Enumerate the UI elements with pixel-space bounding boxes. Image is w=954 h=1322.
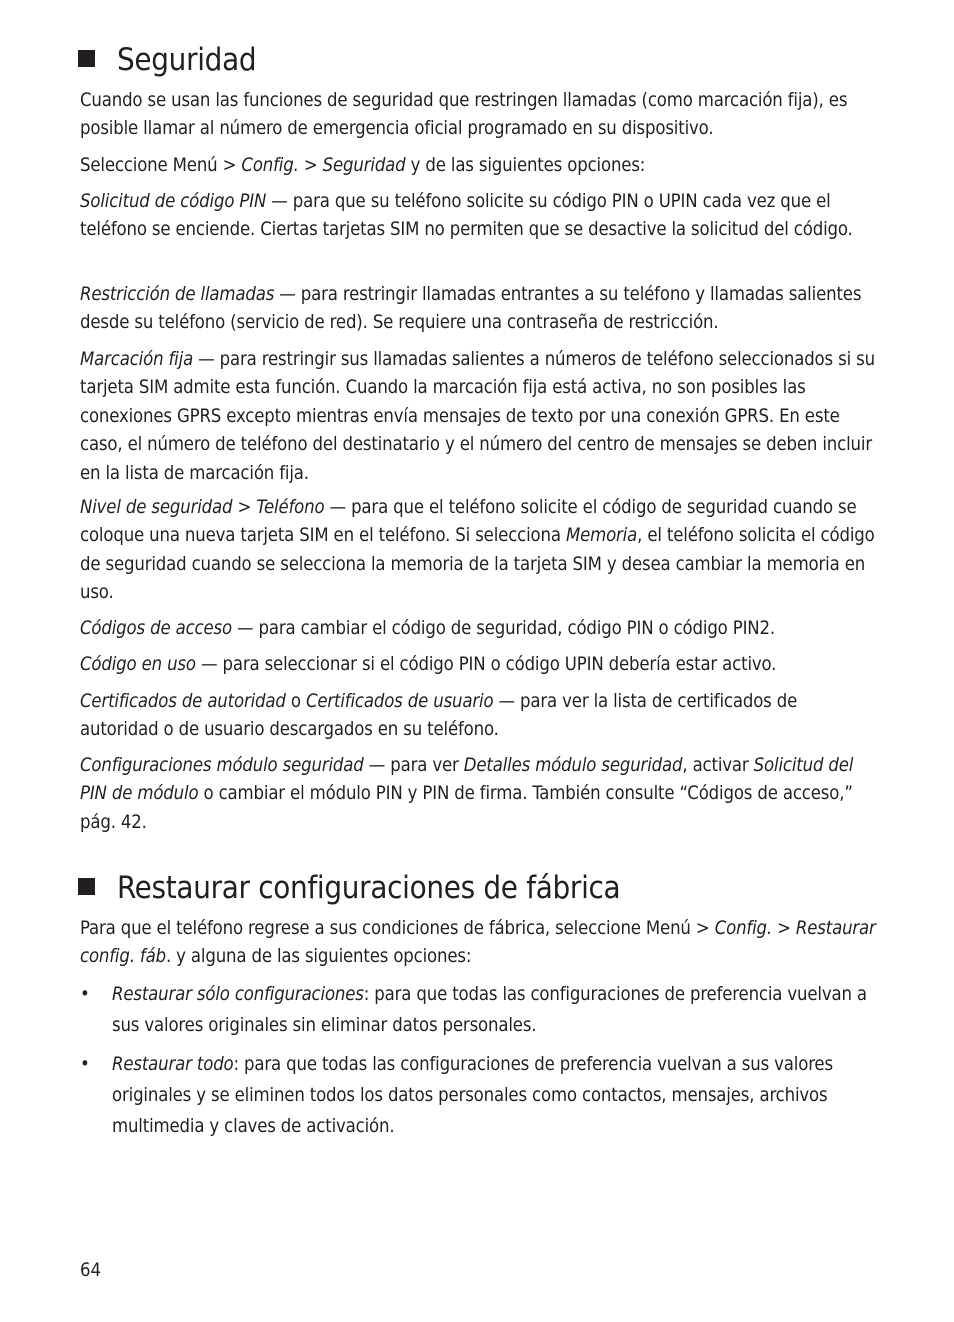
page-number: 64 [80,1260,102,1281]
seguridad-term: Seguridad [322,155,406,176]
text: > [690,918,715,939]
config-term: Config. [714,918,772,939]
option-desc: — para ver [363,755,464,776]
option-marcacion-fija [80,346,880,488]
option-nivel-seguridad [80,494,880,608]
restaurar-term: Restaurar config. fáb [80,918,876,968]
option-term: Códigos de acceso [80,618,232,639]
option-term: Marcación fija [80,349,194,370]
text: Para que el teléfono regrese a sus condiciones de fábrica, seleccione [80,918,646,939]
option-term: Restaurar sólo configuraciones [112,984,364,1005]
option-desc: , el teléfono solicita el código de seguridad cuando se selecciona la memoria de la tarjeta SIM y desea cambiar la memoria en uso. [80,525,875,604]
option-desc: — para que su teléfono solicite su código PIN o UPIN cada vez que el teléfono se enciende. Ciertas tarjetas SIM no permiten que se desactive la solicitud del código. [80,191,853,241]
option-desc: — para que el teléfono solicite el código de seguridad cuando se coloque una nueva tarjeta SIM en el teléfono. Si selecciona [80,497,857,547]
bullet-icon: • [80,984,90,1005]
option-modulo-seguridad [80,752,880,837]
option-term: Certificados de usuario [305,691,494,712]
bullet-text [112,1049,880,1142]
option-codigo-uso [80,651,880,679]
option-desc: : para que todas las configuraciones de preferencia vuelvan a sus valores originales sin eliminar datos personales. [112,984,867,1036]
text: o [285,691,306,712]
text: > [298,155,323,176]
heading-text: Restaurar configuraciones de fábrica [117,870,621,906]
option-term: Restricción de llamadas [80,284,275,305]
option-desc: — para ver la lista de certificados de autoridad o de usuario descargados en su teléfono. [80,691,798,741]
section-heading-seguridad [78,42,256,78]
bullet-text [112,979,880,1041]
option-term: Solicitud del PIN de módulo [80,755,854,805]
option-codigos-acceso [80,615,880,643]
menu-term: Menú [645,918,691,939]
option-term: Nivel de seguridad [80,497,233,518]
option-term: Restaurar todo [112,1054,234,1075]
bullet-icon: • [80,1054,90,1075]
text: y de las siguientes opciones: [405,155,646,176]
option-desc: — para seleccionar si el código PIN o código UPIN debería estar activo. [195,654,777,675]
option-desc: , activar [682,755,754,776]
option-desc: — para cambiar el código de seguridad, código PIN o código PIN2. [231,618,776,639]
text: > [217,155,242,176]
option-desc: — para restringir sus llamadas salientes a números de teléfono seleccionados si su tarjeta SIM admite esta función. Cuando la marcación fija está activa, no son posibles las conexiones GPRS excepto mientras envía mensajes de texto por una conexión GPRS. En este caso, el número de teléfono del destinatario y el número del centro de mensajes se deben incluir en la lista de marcación fija. [80,349,875,484]
bullet-item [80,1049,880,1142]
option-desc: — para restringir llamadas entrantes a su teléfono y llamadas salientes desde su teléfono (servicio de red). Se requiere una contraseña de restricción. [80,284,862,334]
text: > [771,918,796,939]
option-term: Certificados de autoridad [80,691,286,712]
text: Seleccione [80,155,173,176]
option-certificados [80,688,880,745]
text: . y alguna de las siguientes opciones: [165,946,472,968]
square-bullet-icon [78,878,95,895]
square-bullet-icon [78,50,95,67]
paragraph-menu-path [80,152,880,180]
option-term: Teléfono [256,497,325,518]
option-desc: : para que todas las configuraciones de preferencia vuelvan a sus valores originales y se eliminen todos los datos personales como contactos, mensajes, archivos multimedia y claves de activación. [112,1054,833,1137]
option-term: Código en uso [80,654,196,675]
menu-term: Menú [172,155,218,176]
option-term: Detalles módulo seguridad [463,755,683,776]
text: > [232,497,257,518]
option-solicitud-pin [80,188,880,245]
config-term: Config. [241,155,299,176]
heading-text: Seguridad [117,42,257,78]
option-term: Solicitud de código PIN [80,191,267,212]
bullet-item [80,979,880,1041]
section-heading-restaurar [78,870,620,906]
option-term: Memoria [565,525,638,547]
option-restriccion-llamadas [80,281,880,338]
option-term: Configuraciones módulo seguridad [80,755,364,776]
paragraph-intro: Cuando se usan las funciones de seguridad que restringen llamadas (como marcación fija), es posible llamar al número de emergencia oficial programado en su dispositivo. [80,90,848,140]
paragraph-restaurar-intro [80,915,880,972]
option-desc: o cambiar el módulo PIN y PIN de firma. También consulte “Códigos de acceso,” pág. 42. [80,783,853,833]
